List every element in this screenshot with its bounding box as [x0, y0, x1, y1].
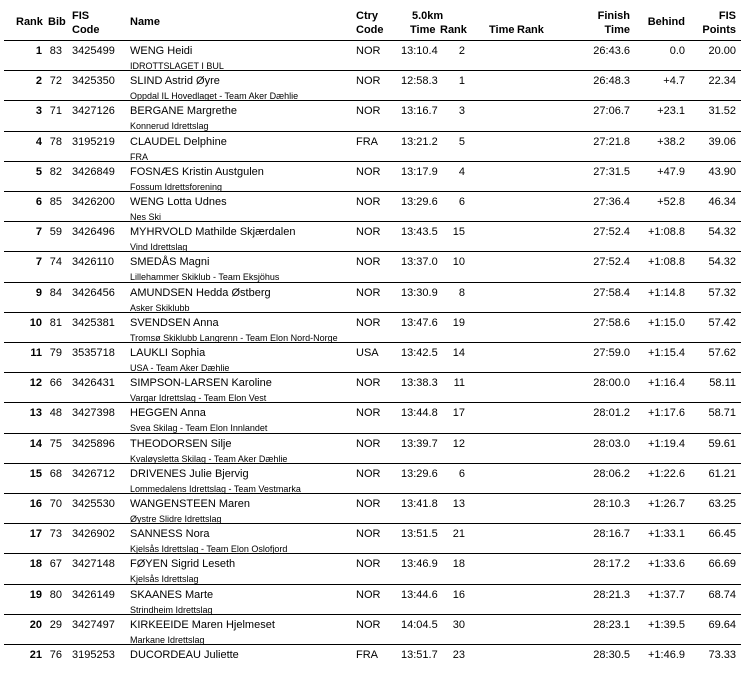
fis-points-cell: 54.32 [708, 256, 736, 269]
bib-cell: 74 [49, 256, 62, 269]
finish-time-cell: 26:48.3 [593, 75, 630, 88]
athlete-name: FØYEN Sigrid Leseth [130, 558, 236, 571]
athlete-name: DUCORDEAU Juliette [130, 649, 239, 661]
bib-cell: 66 [49, 377, 62, 390]
bib-cell: 72 [49, 75, 62, 88]
rank-cell: 9 [35, 286, 42, 299]
country-code-cell: NOR [356, 75, 381, 88]
table-row [0, 70, 745, 100]
fis-points-cell: 68.74 [708, 588, 736, 601]
split-time-cell: 13:42.5 [401, 347, 438, 359]
header-rank: Rank [16, 16, 43, 28]
athlete-club: Nes Ski [130, 212, 162, 222]
athlete-name: SKAANES Marte [130, 588, 214, 601]
split-time-cell: 13:29.6 [401, 467, 438, 480]
bib-cell: 67 [49, 558, 62, 571]
split-time-cell: 13:38.3 [401, 377, 438, 390]
behind-cell: +1:19.4 [647, 437, 685, 450]
finish-time-cell: 27:52.4 [593, 226, 630, 239]
athlete-club: Kjelsås Idrettslag - Team Elon Oslofjord [130, 544, 288, 555]
split-time-cell: 13:10.4 [401, 45, 438, 57]
header-extra-time: Time [489, 24, 515, 36]
split-rank-cell: 5 [458, 135, 465, 148]
split-rank-cell: 2 [458, 45, 465, 57]
finish-time-cell: 28:01.2 [593, 407, 630, 420]
fis-points-cell: 61.21 [708, 467, 736, 480]
split-rank-cell: 15 [452, 226, 465, 239]
rank-cell: 7 [35, 256, 42, 269]
table-row [0, 251, 745, 281]
rank-cell: 11 [30, 347, 42, 359]
header-extra-rank: Rank [517, 24, 544, 36]
split-time-cell: 13:44.6 [401, 588, 438, 601]
athlete-club: Svea Skilag - Team Elon Innlandet [130, 423, 268, 434]
header-ctry-top: Ctry [356, 10, 379, 22]
bib-cell: 75 [49, 437, 62, 450]
athlete-club: Fossum Idrettsforening [130, 181, 223, 192]
split-rank-cell: 17 [452, 407, 465, 420]
split-rank-cell: 8 [458, 286, 465, 299]
fis-code-cell: 3426496 [72, 226, 115, 239]
rank-cell: 7 [35, 226, 42, 239]
table-row [0, 100, 745, 130]
athlete-club: Lommedalens Idrettslag - Team Vestmarka [130, 483, 301, 494]
athlete-name: SMEDÅS Magni [130, 256, 210, 269]
split-rank-cell: 13 [452, 498, 465, 510]
split-rank-cell: 21 [452, 528, 465, 541]
fis-points-cell: 58.71 [708, 407, 736, 420]
header-fis-code-bottom: Code [72, 24, 100, 36]
fis-code-cell: 3425530 [72, 498, 115, 510]
country-code-cell: NOR [356, 256, 381, 269]
fis-points-cell: 39.06 [708, 135, 736, 148]
header-points-bottom: Points [702, 24, 736, 36]
athlete-name: SANNESS Nora [130, 528, 210, 541]
split-time-cell: 13:41.8 [401, 498, 438, 510]
finish-time-cell: 27:36.4 [593, 196, 630, 208]
finish-time-cell: 28:16.7 [593, 528, 630, 541]
rank-cell: 21 [29, 649, 42, 661]
header-behind: Behind [647, 16, 685, 28]
split-time-cell: 13:51.5 [401, 528, 438, 541]
fis-code-cell: 3425499 [72, 45, 115, 57]
fis-code-cell: 3426149 [72, 588, 115, 601]
fis-points-cell: 57.62 [708, 347, 736, 359]
table-row [0, 191, 745, 221]
finish-time-cell: 27:21.8 [593, 135, 630, 148]
athlete-club: Markane Idrettslag [130, 634, 205, 645]
table-row [0, 433, 745, 463]
athlete-club: Lillehammer Skiklub - Team Eksjöhus [130, 272, 280, 283]
rank-cell: 14 [29, 437, 42, 450]
table-row [0, 342, 745, 372]
fis-points-cell: 58.11 [709, 377, 736, 390]
athlete-club: IDROTTSLAGET I BUL [130, 61, 224, 71]
behind-cell: +1:08.8 [647, 226, 685, 239]
fis-points-cell: 66.45 [708, 528, 736, 541]
fis-code-cell: 3425896 [72, 437, 115, 450]
athlete-name: SIMPSON-LARSEN Karoline [130, 377, 272, 390]
split-rank-cell: 16 [452, 588, 465, 601]
fis-code-cell: 3195253 [72, 649, 115, 661]
table-row [0, 312, 745, 342]
fis-code-cell: 3426712 [72, 467, 115, 480]
table-row [0, 402, 745, 432]
split-rank-cell: 14 [452, 347, 465, 359]
fis-points-cell: 63.25 [708, 498, 736, 510]
table-row [0, 584, 745, 614]
table-row [0, 523, 745, 553]
finish-time-cell: 27:58.4 [593, 286, 630, 299]
country-code-cell: NOR [356, 316, 381, 329]
split-time-cell: 12:58.3 [401, 75, 438, 88]
fis-code-cell: 3426456 [72, 286, 115, 299]
split-rank-cell: 3 [458, 105, 465, 118]
bib-cell: 85 [49, 196, 62, 208]
bib-cell: 81 [49, 316, 62, 329]
fis-code-cell: 3427398 [72, 407, 115, 420]
behind-cell: +23.1 [657, 105, 685, 118]
header-bib: Bib [48, 16, 66, 28]
rank-cell: 5 [35, 165, 42, 178]
split-rank-cell: 18 [452, 558, 465, 571]
fis-points-cell: 59.61 [708, 437, 736, 450]
country-code-cell: NOR [356, 558, 381, 571]
athlete-club: Kvaløysletta Skilag - Team Aker Dæhlie [130, 453, 288, 464]
behind-cell: +1:26.7 [647, 498, 685, 510]
table-row [0, 644, 745, 674]
behind-cell: +1:37.7 [647, 588, 685, 601]
finish-time-cell: 27:58.6 [593, 316, 630, 329]
split-time-cell: 13:47.6 [401, 316, 438, 329]
rank-cell: 13 [29, 407, 42, 420]
bib-cell: 79 [49, 347, 62, 359]
split-rank-cell: 10 [452, 256, 465, 269]
results-header [0, 0, 745, 42]
country-code-cell: NOR [356, 286, 381, 299]
country-code-cell: NOR [356, 467, 381, 480]
behind-cell: +1:15.4 [647, 347, 685, 359]
fis-code-cell: 3426200 [72, 196, 115, 208]
fis-points-cell: 73.33 [708, 649, 736, 661]
behind-cell: 0.0 [669, 45, 685, 57]
finish-time-cell: 28:06.2 [593, 467, 630, 480]
header-split-rank: Rank [440, 24, 467, 36]
athlete-name: BERGANE Margrethe [130, 105, 237, 118]
athlete-club: Strindheim Idrettslag [130, 604, 213, 615]
athlete-name: WANGENSTEEN Maren [130, 498, 251, 510]
bib-cell: 82 [49, 165, 62, 178]
header-finish-top: Finish [597, 10, 630, 22]
table-row [0, 221, 745, 251]
rank-cell: 12 [29, 377, 42, 390]
table-row [0, 372, 745, 402]
behind-cell: +1:15.0 [647, 316, 685, 329]
split-time-cell: 13:43.5 [401, 226, 438, 239]
fis-code-cell: 3426110 [72, 256, 115, 269]
rank-cell: 16 [29, 498, 42, 510]
athlete-name: FOSNÆS Kristin Austgulen [130, 165, 264, 178]
split-rank-cell: 1 [458, 75, 465, 88]
bib-cell: 84 [49, 286, 62, 299]
split-rank-cell: 19 [452, 316, 465, 329]
fis-points-cell: 54.32 [708, 226, 736, 239]
finish-time-cell: 28:03.0 [593, 437, 630, 450]
athlete-name: DRIVENES Julie Bjervig [130, 467, 249, 480]
rank-cell: 19 [29, 588, 42, 601]
split-time-cell: 14:04.5 [401, 618, 438, 631]
country-code-cell: NOR [356, 618, 381, 631]
country-code-cell: NOR [356, 437, 381, 450]
split-rank-cell: 6 [458, 467, 465, 480]
country-code-cell: FRA [356, 135, 378, 148]
athlete-club: Øystre Slidre Idrettslag [130, 514, 222, 524]
athlete-name: AMUNDSEN Hedda Østberg [130, 286, 271, 299]
split-time-cell: 13:39.7 [401, 437, 438, 450]
country-code-cell: NOR [356, 226, 381, 239]
athlete-club: Konnerud Idrettslag [130, 121, 209, 132]
fis-points-cell: 31.52 [708, 105, 736, 118]
header-finish-bottom: Time [604, 24, 630, 36]
athlete-name: WENG Heidi [130, 45, 193, 57]
athlete-club: FRA [130, 151, 148, 162]
bib-cell: 73 [49, 528, 62, 541]
rank-cell: 2 [35, 75, 42, 88]
athlete-name: MYHRVOLD Mathilde Skjærdalen [130, 226, 296, 239]
athlete-club: Vind Idrettslag [130, 242, 188, 253]
country-code-cell: NOR [356, 498, 381, 510]
fis-points-cell: 57.32 [708, 286, 736, 299]
split-rank-cell: 12 [452, 437, 465, 450]
fis-points-cell: 57.42 [708, 316, 736, 329]
athlete-club: Kjelsås Idrettslag [130, 574, 199, 585]
table-row [0, 493, 745, 523]
behind-cell: +1:22.6 [647, 467, 685, 480]
table-row [0, 553, 745, 583]
behind-cell: +1:08.8 [647, 256, 685, 269]
table-row [0, 614, 745, 644]
finish-time-cell: 28:23.1 [593, 618, 630, 631]
split-time-cell: 13:16.7 [401, 105, 438, 118]
split-time-cell: 13:30.9 [401, 286, 438, 299]
behind-cell: +1:17.6 [647, 407, 685, 420]
rank-cell: 17 [29, 528, 42, 541]
athlete-name: WENG Lotta Udnes [130, 196, 227, 208]
behind-cell: +38.2 [657, 135, 685, 148]
bib-cell: 48 [49, 407, 62, 420]
split-rank-cell: 30 [452, 618, 465, 631]
table-row [0, 40, 745, 70]
fis-code-cell: 3425381 [72, 316, 115, 329]
finish-time-cell: 27:06.7 [593, 105, 630, 118]
athlete-name: CLAUDEL Delphine [130, 135, 227, 148]
rank-cell: 6 [35, 196, 42, 208]
bib-cell: 70 [49, 498, 62, 510]
country-code-cell: NOR [356, 165, 381, 178]
split-time-cell: 13:44.8 [401, 407, 438, 420]
behind-cell: +1:16.4 [647, 377, 685, 390]
bib-cell: 78 [49, 135, 62, 148]
finish-time-cell: 28:10.3 [593, 498, 630, 510]
country-code-cell: USA [356, 347, 379, 359]
finish-time-cell: 27:31.5 [593, 165, 630, 178]
country-code-cell: NOR [356, 377, 381, 390]
fis-points-cell: 20.00 [708, 45, 736, 57]
rank-cell: 4 [35, 135, 42, 148]
header-name: Name [130, 16, 160, 28]
athlete-name: HEGGEN Anna [130, 407, 206, 420]
bib-cell: 83 [49, 45, 62, 57]
athlete-club: Asker Skiklubb [130, 302, 190, 313]
fis-code-cell: 3427126 [72, 105, 115, 118]
split-time-cell: 13:29.6 [401, 196, 438, 208]
split-time-cell: 13:37.0 [401, 256, 438, 269]
country-code-cell: NOR [356, 196, 381, 208]
fis-code-cell: 3425350 [72, 75, 115, 88]
rank-cell: 15 [29, 467, 42, 480]
behind-cell: +1:39.5 [647, 618, 685, 631]
split-rank-cell: 11 [453, 377, 465, 390]
behind-cell: +1:33.6 [647, 558, 685, 571]
finish-time-cell: 28:00.0 [593, 377, 630, 390]
behind-cell: +1:46.9 [647, 649, 685, 661]
rank-cell: 10 [29, 316, 42, 329]
athlete-name: LAUKLI Sophia [130, 347, 206, 359]
finish-time-cell: 27:52.4 [593, 256, 630, 269]
country-code-cell: NOR [356, 105, 381, 118]
behind-cell: +52.8 [657, 196, 685, 208]
split-time-cell: 13:46.9 [401, 558, 438, 571]
header-fis-code-top: FIS [72, 10, 90, 22]
athlete-name: THEODORSEN Silje [130, 437, 232, 450]
bib-cell: 80 [49, 588, 62, 601]
behind-cell: +4.7 [663, 75, 685, 88]
header-split-time: Time [410, 24, 436, 36]
country-code-cell: NOR [356, 528, 381, 541]
bib-cell: 29 [49, 618, 62, 631]
finish-time-cell: 27:59.0 [593, 347, 630, 359]
split-rank-cell: 6 [458, 196, 465, 208]
table-row [0, 161, 745, 191]
behind-cell: +47.9 [657, 165, 685, 178]
fis-code-cell: 3426849 [72, 165, 115, 178]
split-time-cell: 13:17.9 [401, 165, 438, 178]
finish-time-cell: 28:30.5 [593, 649, 630, 661]
rank-cell: 20 [29, 618, 42, 631]
fis-points-cell: 43.90 [708, 165, 736, 178]
table-row [0, 463, 745, 493]
country-code-cell: NOR [356, 588, 381, 601]
table-row [0, 282, 745, 312]
split-time-cell: 13:51.7 [401, 649, 438, 661]
country-code-cell: FRA [356, 649, 378, 661]
fis-code-cell: 3426902 [72, 528, 115, 541]
finish-time-cell: 26:43.6 [593, 45, 630, 57]
athlete-club: Vargar Idrettslag - Team Elon Vest [130, 393, 267, 404]
header-points-top: FIS [718, 10, 736, 22]
fis-code-cell: 3535718 [72, 347, 115, 359]
country-code-cell: NOR [356, 45, 381, 57]
fis-points-cell: 69.64 [708, 618, 736, 631]
athlete-club: USA - Team Aker Dæhlie [130, 363, 230, 373]
finish-time-cell: 28:21.3 [593, 588, 630, 601]
country-code-cell: NOR [356, 407, 381, 420]
behind-cell: +1:33.1 [647, 528, 685, 541]
rank-cell: 18 [29, 558, 42, 571]
split-time-cell: 13:21.2 [401, 135, 438, 148]
athlete-name: SLIND Astrid Øyre [130, 75, 220, 88]
athlete-name: SVENDSEN Anna [130, 316, 219, 329]
athlete-club: Oppdal IL Hovedlaget - Team Aker Dæhlie [130, 91, 299, 102]
athlete-name: KIRKEEIDE Maren Hjelmeset [130, 618, 275, 631]
fis-code-cell: 3195219 [72, 135, 115, 148]
finish-time-cell: 28:17.2 [593, 558, 630, 571]
rank-cell: 3 [35, 105, 42, 118]
bib-cell: 59 [49, 226, 62, 239]
fis-code-cell: 3427148 [72, 558, 115, 571]
header-ctry-bottom: Code [356, 24, 384, 36]
behind-cell: +1:14.8 [647, 286, 685, 299]
table-row [0, 131, 745, 161]
rank-cell: 1 [35, 45, 42, 57]
header-split-distance: 5.0km [412, 10, 444, 22]
athlete-club: Tromsø Skiklubb Langrenn - Team Elon Nord-Norge [130, 332, 338, 343]
fis-points-cell: 66.69 [708, 558, 736, 571]
fis-code-cell: 3426431 [72, 377, 115, 390]
bib-cell: 76 [49, 649, 62, 661]
fis-code-cell: 3427497 [72, 618, 115, 631]
split-rank-cell: 23 [452, 649, 465, 661]
bib-cell: 71 [49, 105, 62, 118]
split-rank-cell: 4 [458, 165, 465, 178]
fis-points-cell: 46.34 [708, 196, 736, 208]
bib-cell: 68 [49, 467, 62, 480]
fis-points-cell: 22.34 [708, 75, 736, 88]
